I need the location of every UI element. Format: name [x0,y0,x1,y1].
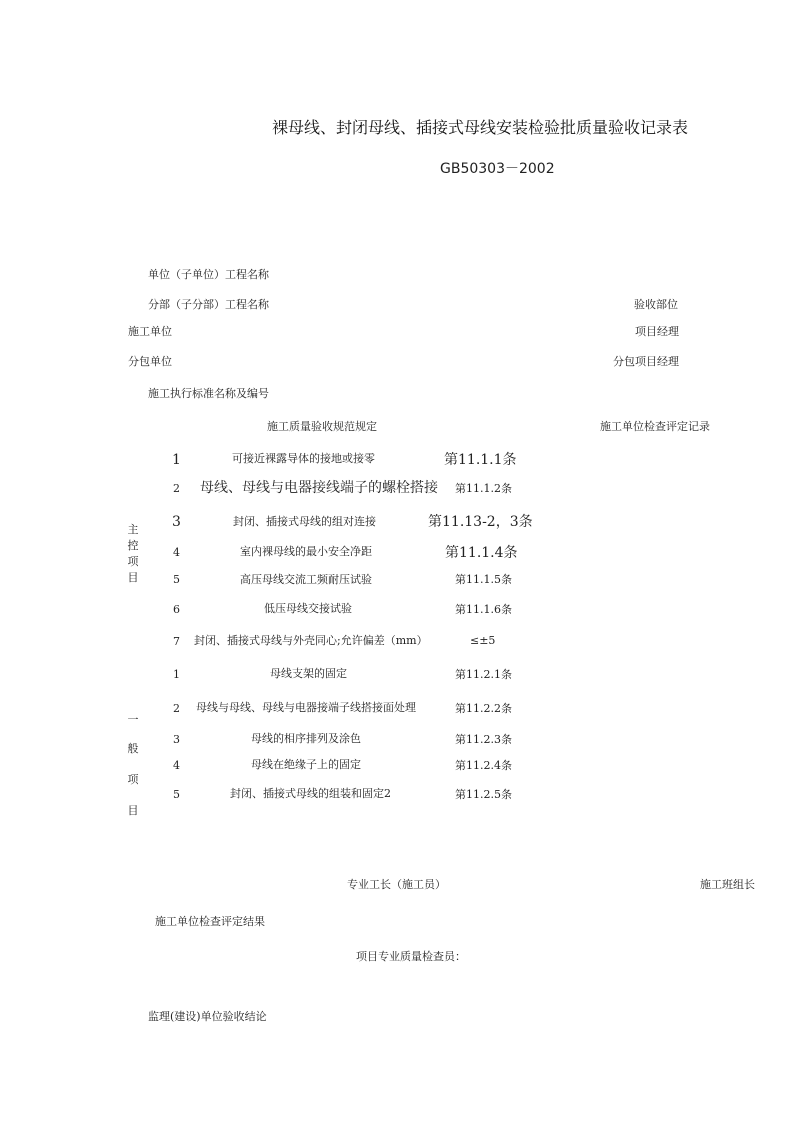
general-row-4-desc: 母线在绝缘子上的固定 [251,758,361,771]
main-row-2-no: 2 [173,482,180,495]
main-row-3-clause: 第11.13-2，3条 [428,514,533,530]
sub-project-name-label: 分部（子分部）工程名称 [148,298,269,311]
general-row-2-no: 2 [173,702,180,715]
general-row-5-no: 5 [173,788,180,801]
general-row-1-desc: 母线支架的固定 [270,667,347,680]
main-row-2-desc: 母线、母线与电器接线端子的螺栓搭接 [200,480,438,496]
general-items-label-3: 项 [127,773,139,786]
general-row-2-desc: 母线与母线、母线与电器接端子线搭接面处理 [196,701,416,714]
main-row-1-clause: 第11.1.1条 [444,452,517,468]
quality-inspector-label: 项目专业质量检查员： [356,950,466,963]
main-row-5-desc: 高压母线交流工频耐压试验 [240,573,372,586]
main-row-2-clause: 第11.1.2条 [455,482,512,495]
subcontract-manager-label: 分包项目经理 [613,355,679,368]
general-row-3-desc: 母线的相序排列及涂色 [251,732,361,745]
main-row-6-desc: 低压母线交接试验 [264,602,352,615]
main-items-label-1: 主 [127,523,139,536]
main-row-3-no: 3 [172,514,181,530]
main-items-label-4: 目 [127,571,139,584]
general-row-1-clause: 第11.2.1条 [455,668,512,681]
general-row-3-clause: 第11.2.3条 [455,733,512,746]
main-row-1-desc: 可接近裸露导体的接地或接零 [232,452,375,465]
general-items-label-1: 一 [127,713,139,726]
inspection-record-header: 施工单位检查评定记录 [600,420,710,433]
main-row-7-no: 7 [173,635,180,648]
project-manager-label: 项目经理 [635,325,679,338]
main-row-4-clause: 第11.1.4条 [445,545,518,561]
general-row-5-clause: 第11.2.5条 [455,788,512,801]
general-items-label-4: 目 [127,804,139,817]
main-row-7-desc: 封闭、插接式母线与外壳同心;允许偏差（mm） [194,634,428,647]
general-row-4-clause: 第11.2.4条 [455,759,512,772]
main-row-5-clause: 第11.1.5条 [455,573,512,586]
general-items-label-2: 般 [127,742,139,755]
unit-project-name-label: 单位（子单位）工程名称 [148,268,269,281]
main-row-4-no: 4 [173,546,180,559]
general-row-2-clause: 第11.2.2条 [455,702,512,715]
main-row-7-clause: ≤±5 [470,634,496,647]
main-row-6-clause: 第11.1.6条 [455,603,512,616]
subcontract-unit-label: 分包单位 [128,355,172,368]
general-row-3-no: 3 [173,733,180,746]
main-row-6-no: 6 [173,603,180,616]
foreman-right-label: 施工班组长 [700,878,755,891]
execution-standard-label: 施工执行标准名称及编号 [148,387,269,400]
foreman-label: 专业工长（施工员） [347,878,446,891]
acceptance-part-label: 验收部位 [634,298,678,311]
construction-unit-label: 施工单位 [128,325,172,338]
standard-code: GB50303－2002 [440,161,555,177]
main-items-label-2: 控 [127,539,139,552]
main-row-5-no: 5 [173,573,180,586]
main-row-1-no: 1 [172,452,181,468]
supervision-conclusion-label: 监理(建设)单位验收结论 [148,1010,267,1023]
main-row-4-desc: 室内裸母线的最小安全净距 [240,545,372,558]
page-title: 裸母线、封闭母线、插接式母线安装检验批质量验收记录表 [272,118,689,137]
general-row-1-no: 1 [173,668,180,681]
main-items-label-3: 项 [127,555,139,568]
general-row-5-desc: 封闭、插接式母线的组装和固定2 [230,787,391,800]
spec-header: 施工质量验收规范规定 [267,420,377,433]
general-row-4-no: 4 [173,759,180,772]
main-row-3-desc: 封闭、插接式母线的组对连接 [233,515,376,528]
inspection-result-label: 施工单位检查评定结果 [155,915,265,928]
